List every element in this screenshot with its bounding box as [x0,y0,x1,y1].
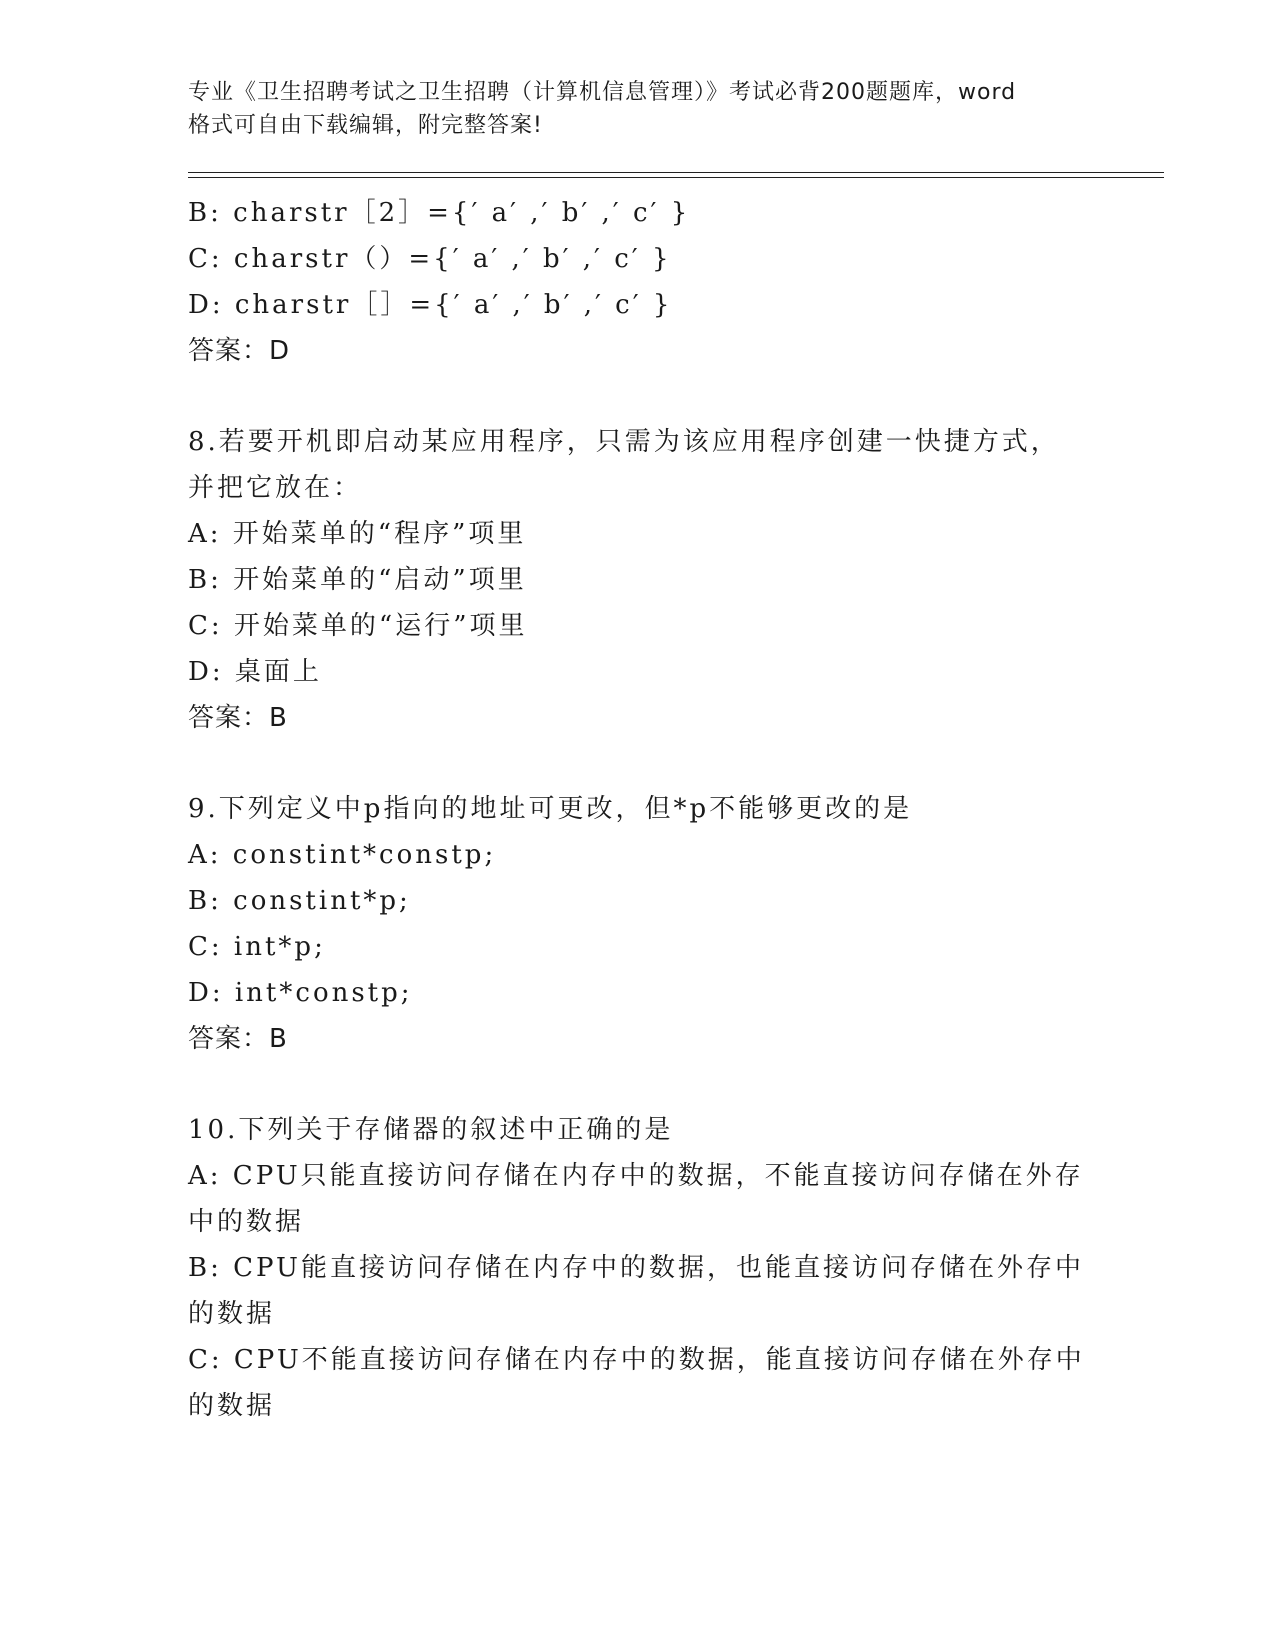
header-line-1: 专业《卫生招聘考试之卫生招聘（计算机信息管理）》考试必背200题题库，word [188,80,1017,105]
q10-option-c-line-2: 的数据 [188,1391,276,1421]
q8-option-d: D: 桌面上 [188,657,322,687]
question-10-block [188,1107,1088,1429]
spacer [188,1062,1088,1107]
q10-option-c-line-1: C: CPU不能直接访问存储在内存中的数据，能直接访问存储在外存中 [188,1345,1085,1375]
q9-answer: 答案：B [188,1024,288,1054]
q7-option-c: C: charstr（）={′ a′ ,′ b′ ,′ c′ } [188,244,672,274]
q8-option-a: A: 开始菜单的“程序”项里 [188,519,527,549]
q7-answer: 答案：D [188,336,291,366]
q9-stem: 9.下列定义中p指向的地址可更改，但*p不能够更改的是 [188,794,913,824]
q9-option-d: D: int*constp; [188,978,413,1008]
q7-option-b: B: charstr［2］={′ a′ ,′ b′ ,′ c′ } [188,198,691,228]
q10-stem: 10.下列关于存储器的叙述中正确的是 [188,1115,674,1145]
question-9-block [188,786,1088,1062]
question-7-block [188,190,1088,374]
q9-option-a: A: constint*constp; [188,840,497,870]
question-content [188,190,1088,1429]
q7-option-d: D: charstr［］={′ a′ ,′ b′ ,′ c′ } [188,290,673,320]
spacer [188,374,1088,419]
q8-option-b: B: 开始菜单的“启动”项里 [188,565,527,595]
header-rule-top [188,172,1164,173]
document-header [188,76,1088,142]
q9-option-c: C: int*p; [188,932,326,962]
q10-option-b-line-1: B: CPU能直接访问存储在内存中的数据，也能直接访问存储在外存中 [188,1253,1084,1283]
header-line-2: 格式可自由下载编辑，附完整答案! [188,113,543,138]
q8-answer: 答案：B [188,703,288,733]
question-8-block [188,419,1088,741]
q8-stem-line-1: 8.若要开机即启动某应用程序，只需为该应用程序创建一快捷方式， [188,427,1060,457]
q10-option-a-line-1: A: CPU只能直接访问存储在内存中的数据，不能直接访问存储在外存 [188,1161,1084,1191]
q10-option-a-line-2: 中的数据 [188,1207,305,1237]
spacer [188,741,1088,786]
q8-option-c: C: 开始菜单的“运行”项里 [188,611,528,641]
header-rule-bottom [188,177,1164,178]
q8-stem-line-2: 并把它放在： [188,473,363,503]
q9-option-b: B: constint*p; [188,886,411,916]
q10-option-b-line-2: 的数据 [188,1299,276,1329]
